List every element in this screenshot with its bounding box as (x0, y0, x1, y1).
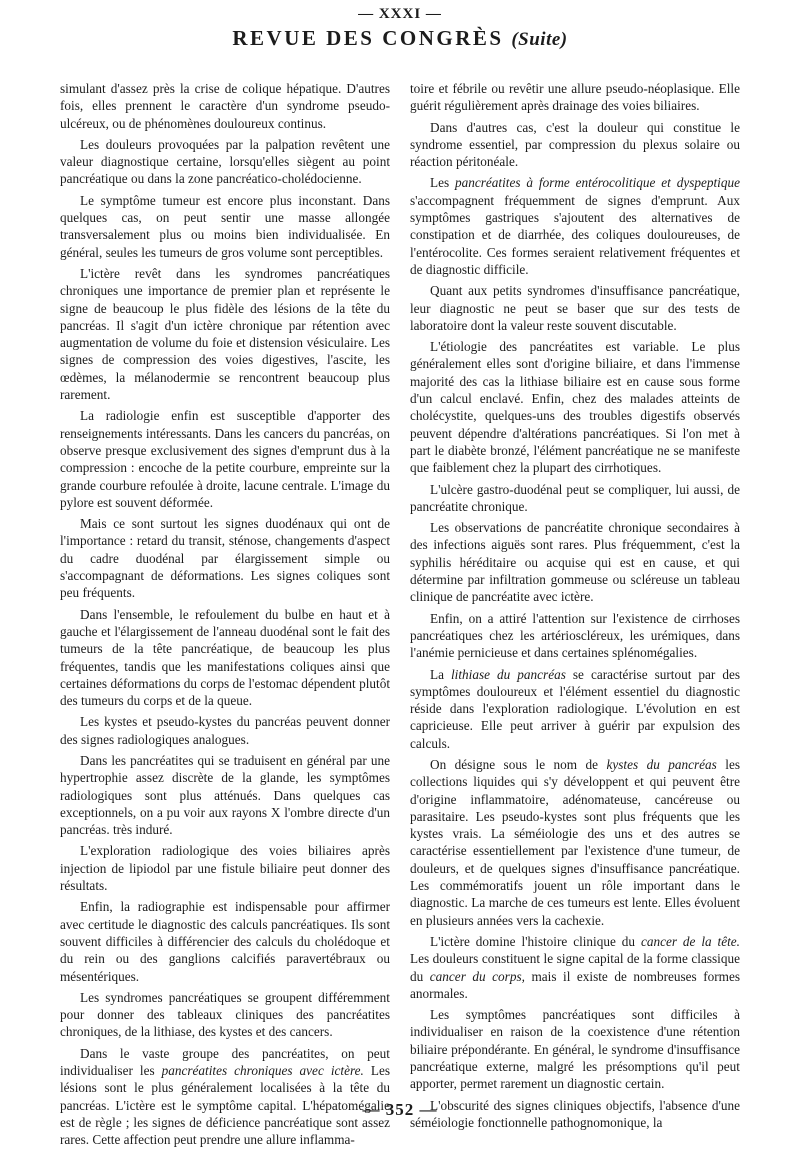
paragraph (60, 842, 390, 894)
heading-suite: (Suite) (511, 29, 568, 50)
paragraph-text: Les kystes et pseudo-kystes du pancréas peuvent donner des signes radiologiques analogues. (60, 714, 390, 747)
paragraph-text: L'ictère domine l'histoire clinique du (430, 933, 641, 949)
paragraph-text: Les lésions sont le plus généralement localisées à la tête du pancréas. L'ictère est le symptôme capital. L'hépatomégalie est de règle ; les signes de déficience pancréatique sont assez rares. Cette affection peut prendre une allure inflamma- (60, 1063, 390, 1148)
paragraph (410, 666, 740, 752)
paragraph (60, 989, 390, 1041)
paragraph (410, 282, 740, 334)
paragraph (60, 1045, 390, 1149)
paragraph-text: Enfin, on a attiré l'attention sur l'existence de cirrhoses pancréatiques chez les artérioscléreux, les urémiques, dans l'anémie pernicieuse et dans certaines splénomégalies. (410, 610, 740, 661)
paragraph-text: Dans le vaste groupe des pancréatites, on peut individualiser les (60, 1045, 390, 1079)
paragraph (410, 1006, 740, 1092)
paragraph-text: Mais ce sont surtout les signes duodénaux qui ont de l'importance : retard du transit, sténose, changements d'aspect du cadre duodénal par élargissement simple ou s'accompagnant de déformations. Les signes coliques sont peu fréquents. (60, 516, 390, 601)
page-number: — 352 — (362, 1100, 438, 1119)
paragraph-text: L'étiologie des pancréatites est variable. Le plus généralement elles sont d'origine biliaire, et dans l'immense majorité des cas la lithiase biliaire est en cause sous forme d'un calcul enclavé. Enfin, chez des malades atteints de cholécystite, quelques-uns des troubles digestifs observés peuvent dépendre d'altérations pancréatiques. Si l'on met à part le diabète bronzé, l'élément pancréatique ne se manifeste que faiblement chez la plupart des cirrhotiques. (410, 339, 740, 476)
paragraph-text: Les douleurs provoquées par la palpation revêtent une valeur diagnostique certaine, lorsqu'elles siègent au point pancréatique ou dans la zone pancréatico-cholédocienne. (60, 136, 390, 187)
paragraph-text: Dans l'ensemble, le refoulement du bulbe en haut et à gauche et l'élargissement de l'anneau duodénal sont le fait des tumeurs de la tête pancréatique, de beaucoup les plus fréquentes, tandis que les manifestations coliques ainsi que certaines déformations du corps de l'estomac dépendent plutôt des tumeurs du corps et de la queue. (60, 606, 390, 709)
heading-title: REVUE DES CONGRÈS (232, 26, 504, 50)
paragraph-text: Quant aux petits syndromes d'insuffisance pancréatique, leur diagnostic ne peut se baser que sur des tests de laboratoire dont la valeur reste souvent discutable. (410, 283, 740, 333)
paragraph-text: L'exploration radiologique des voies biliaires après injection de lipiodol par une fistule biliaire peut donner des résultats. (60, 843, 390, 894)
emphasis-text: cancer de la tête. (640, 933, 740, 949)
paragraph-text: les collections liquides qui s'y développent et qui peuvent être d'origine inflammatoire, adénomateuse, cancéreuse ou parasitaire. Les pseudo-kystes sont plus fréquents que les kystes vrais. La séméiologie des uns et des autres se caractérise essentiellement par l'existence d'une tumeur, de douleurs, et de quelques signes d'insuffisance pancréatique. Les commémoratifs jouent un rôle important dans le diagnostic. La marche de ces tumeurs est lente. Elles évoluent en plusieurs années vers la cachexie. (410, 756, 741, 928)
left-column (60, 80, 390, 1153)
paragraph (60, 265, 390, 403)
paragraph (60, 713, 390, 748)
paragraph-text: Les douleurs constituent le signe capital de la forme classique du (410, 951, 740, 984)
paragraph-text: Les (430, 175, 456, 191)
paragraph (410, 119, 740, 171)
paragraph-text: La (430, 666, 451, 682)
paragraph (410, 80, 740, 115)
paragraph (60, 136, 390, 188)
paragraph-text: Les symptômes pancréatiques sont difficiles à individualiser en raison de la coexistence d'une rétention biliaire prépondérante. En général, le syndrome d'insuffisance pancréatique externe, malgré les présomptions qu'il peut apporter, permet rarement un diagnostic certain. (410, 1007, 740, 1092)
paragraph (410, 481, 740, 516)
paragraph (60, 80, 390, 132)
paragraph (60, 192, 390, 261)
paragraph-text: mais il existe de nombreuses formes anormales. (410, 968, 741, 1001)
paragraph (410, 610, 740, 662)
paragraph-text: Dans d'autres cas, c'est la douleur qui constitue le syndrome essentiel, par compression du plexus solaire ou réaction péritonéale. (410, 119, 740, 170)
paragraph-text: L'obscurité des signes cliniques objectifs, l'absence d'une séméiologie fonctionnelle pathognomonique, la (410, 1097, 740, 1130)
paragraph-text: simulant d'assez près la crise de colique hépatique. D'autres fois, elles prennent le caractère d'un syndrome pseudo-ulcéreux, ou de phénomènes douloureux continus. (60, 81, 390, 131)
paragraph-text: Les syndromes pancréatiques se groupent différemment pour donner des tableaux cliniques des pancréatites chroniques, de la lithiase, des kystes et des cancers. (60, 989, 390, 1040)
emphasis-text: pancréatites chroniques avec ictère. (161, 1063, 364, 1079)
paragraph-text: L'ulcère gastro-duodénal peut se compliquer, lui aussi, de pancréatite chronique. (410, 481, 740, 514)
paragraph (410, 933, 740, 1002)
paragraph-text: L'ictère revêt dans les syndromes pancréatiques chroniques une importance de premier plan et représente le signe de beaucoup le plus fidèle des lésions de la tête du pancréas. Il s'agit d'un ictère chronique par rétention avec augmentation de volume du foie et distension vésiculaire. Les signes de compression des voies digestives, l'ascite, les œdèmes, la mélanodermie se rencontrent beaucoup plus rarement. (60, 265, 390, 403)
paragraph-text: s'accompagnent fréquemment de signes d'emprunt. Aux symptômes gastriques s'ajoutent des alternatives de constipation et de diarrhée, des coliques douloureuses, de l'entérocolite. Ces formes seraient relativement fréquentes et de diagnostic difficile. (410, 192, 740, 277)
paragraph (60, 898, 390, 984)
paragraph (60, 752, 390, 838)
paragraph-text: Dans les pancréatites qui se traduisent en général par une hypertrophie assez discrète de la glande, les symptômes radiologiques sont plus atténués. Dans quelques cas exceptionnels, on a pu voir aux rayons X l'ombre directe d'un pancréas. très induré. (60, 752, 390, 838)
page-heading (0, 26, 800, 51)
emphasis-text: pancréatites à forme entérocolitique et dyspeptique (455, 175, 740, 191)
paragraph (410, 174, 740, 278)
emphasis-text: lithiase du pancréas (451, 666, 566, 682)
paragraph (60, 407, 390, 511)
paragraph-text: On désigne sous le nom de (430, 756, 607, 772)
section-roman-numeral: — XXXI — (358, 6, 442, 22)
paragraph-text: La radiologie enfin est susceptible d'apporter des renseignements intéressants. Dans les cancers du pancréas, on observe presque exclusivement des signes d'emprunt dus à la compression : encoche de la petite courbure, empreinte sur la grande courbure refoulée à droite, lacune centrale. L'image du pylore est souvent déformée. (60, 408, 390, 510)
paragraph-text: Les observations de pancréatite chronique secondaires à des infections aiguës sont rares. Plus fréquemment, c'est la syphilis héréditaire ou acquise qui est en cause, et qui détermine par infiltration gommeuse ou scléreuse un tableau clinique de pancréatite avec ictère. (410, 520, 740, 605)
paragraph (60, 515, 390, 601)
emphasis-text: cancer du corps, (429, 968, 525, 984)
paragraph (410, 338, 740, 476)
paragraph-text: Enfin, la radiographie est indispensable pour affirmer avec certitude le diagnostic des calculs pancréatiques. Ils sont souvent difficiles à différencier des calculs du cholédoque et du rein ou des ganglions calcifiés paravertébraux ou mésentériques. (60, 899, 390, 984)
emphasis-text: kystes du pancréas (606, 756, 717, 772)
paragraph-text: toire et fébrile ou revêtir une allure pseudo-néoplasique. Elle guérit régulièrement après drainage des voies biliaires. (410, 81, 740, 114)
right-column (410, 80, 740, 1135)
paragraph-text: se caractérise surtout par des symptômes douloureux et l'élément essentiel du diagnostic réside dans l'exploration radiologique. L'évolution en est capricieuse. Elle peut arriver à guérir par expulsion des calculs. (410, 666, 740, 751)
paragraph (410, 519, 740, 605)
paragraph (410, 756, 740, 929)
paragraph (60, 606, 390, 710)
paragraph-text: Le symptôme tumeur est encore plus inconstant. Dans quelques cas, on peut sentir une masse allongée transversalement plus ou moins bien individualisée. En général, seules les tumeurs de gros volume sont perceptibles. (60, 192, 390, 260)
